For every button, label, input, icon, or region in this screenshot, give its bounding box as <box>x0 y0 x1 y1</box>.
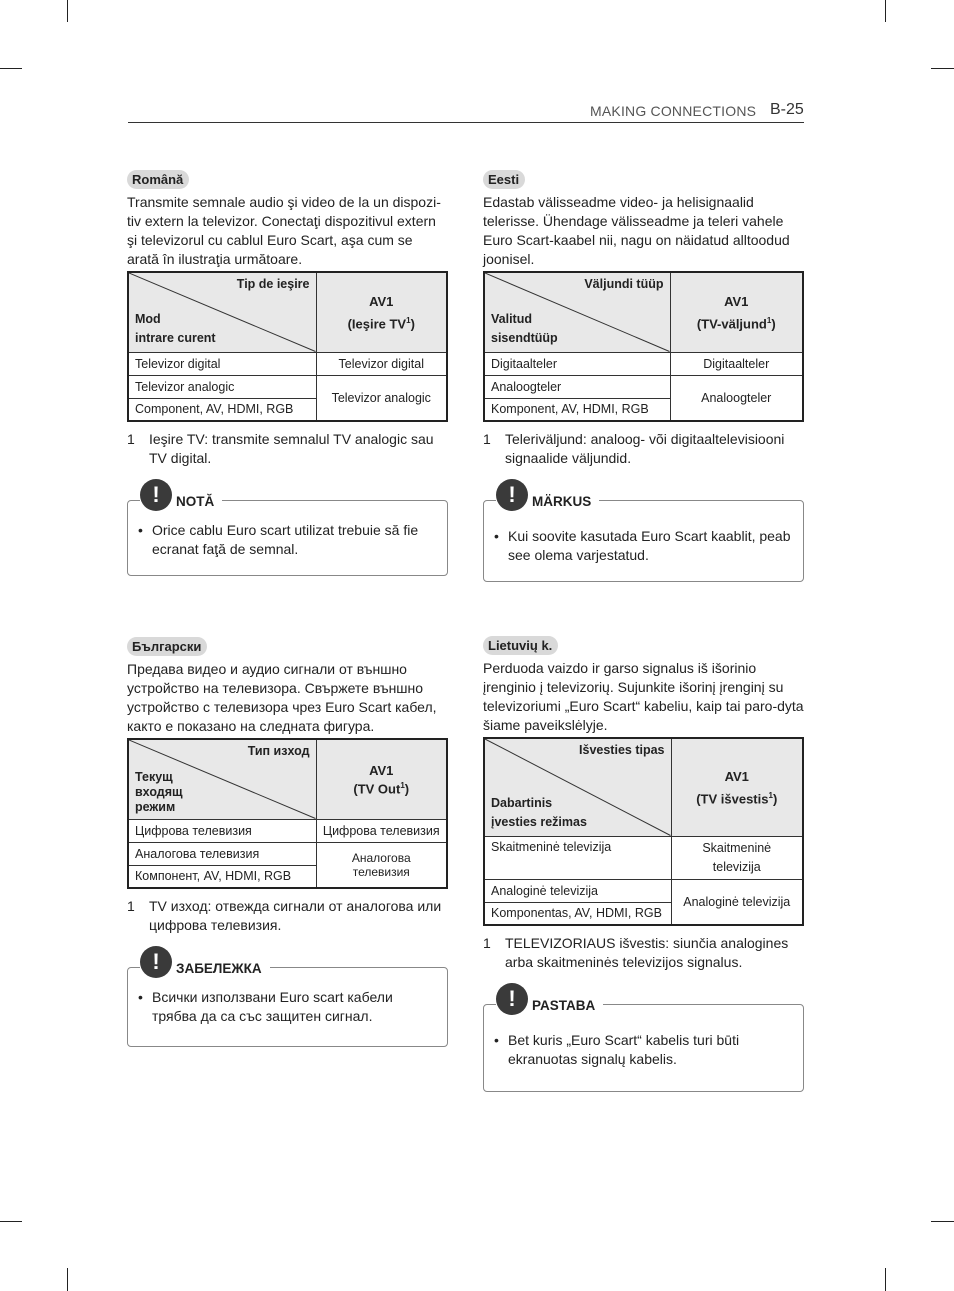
footnote-text: TV изход: отвежда сигнали от аналогова или цифрова телевизия. <box>149 898 442 933</box>
language-tag: Български <box>127 637 207 656</box>
note-title: NOTĂ <box>176 494 215 509</box>
exclamation-icon: ! <box>496 983 528 1015</box>
table-row-output: Televizor digital <box>316 352 447 375</box>
note-title: PASTABA <box>532 998 596 1013</box>
av1-close: ) <box>404 780 410 796</box>
bullet-icon: • <box>138 522 143 538</box>
table-row-output: Цифрова телевизия <box>316 819 447 842</box>
table-row-input: Компонент, AV, HDMI, RGB <box>128 865 316 888</box>
note-text: Orice cablu Euro scart utilizat trebuie să fie ecranat faţă de semnal. <box>152 522 419 557</box>
footnote-text: Teleriväljund: analoog- või digitaaltelevisiooni signaalide väljundid. <box>505 431 785 466</box>
av1-close: ) <box>771 315 776 331</box>
av1-sublabel: (Ieşire TV <box>347 315 407 331</box>
footnote <box>483 430 804 468</box>
running-header: MAKING CONNECTIONS <box>590 103 757 119</box>
table-row-input: Analoogteler <box>484 375 670 398</box>
section-intro: Transmite semnale audio şi video de la un dispozi-tiv extern la televizor. Conectaţi dispozitivul extern şi televizorul cu cablul Euro Scart, aşa cum se arată în ilustraţia următoare. <box>127 194 441 267</box>
note-header <box>496 477 599 511</box>
crop-mark <box>0 1221 22 1222</box>
crop-mark <box>931 68 954 69</box>
section-intro: Предава видео и аудио сигнали от външно устройство на телевизора. Свържете външно устройство с телевизора чрез Euro Scart кабел, както е показано на следната фигура. <box>127 661 437 734</box>
footnote-number: 1 <box>483 935 491 951</box>
output-type-label: Tip de ieşire <box>236 277 310 291</box>
av1-sublabel: (TV išvestis <box>696 790 769 806</box>
connection-table <box>483 271 804 422</box>
diagonal-header-cell <box>128 739 316 819</box>
note-item <box>494 527 793 565</box>
table-row-output: Televizor analogic <box>316 375 447 421</box>
section-intro: Edastab välisseadme video- ja helisignaalid telerisse. Ühendage välisseadme ja teleri vahele Euro Scart-kaabel nii, nagu on näidatud alltoodud joonisel. <box>483 194 790 267</box>
diagonal-header-cell <box>128 272 316 352</box>
table-row-input: Komponent, AV, HDMI, RGB <box>484 398 670 421</box>
language-tag: Română <box>127 170 189 189</box>
language-tag: Lietuvių k. <box>483 636 558 655</box>
footnote-number: 1 <box>127 431 135 447</box>
crop-mark <box>885 1268 886 1291</box>
table-row-output: Analoogteler <box>670 375 803 421</box>
table-row-input: Televizor analogic <box>128 375 316 398</box>
input-mode-label: Текущ входящ режим <box>135 769 183 814</box>
note-item <box>494 1031 793 1069</box>
output-type-label: Väljundi tüüp <box>584 277 664 291</box>
crop-mark <box>0 68 22 69</box>
table-row-output: Analoginė televizija <box>671 879 803 925</box>
note-header <box>140 477 222 511</box>
output-type-label: Тип изход <box>247 744 310 758</box>
av1-close: ) <box>410 315 415 331</box>
connection-table <box>483 737 804 926</box>
section-intro: Perduoda vaizdo ir garso signalus iš išorinio įrenginio į televizorių. Sujunkite išorinį įrenginį su televizoriumi „Euro Scart“ kabeliu, kaip tai paro-dyta šiame paveikslėlyje. <box>483 660 804 733</box>
table-row-input: Analoginė televizija <box>484 879 671 902</box>
footnote-ref: 1 <box>400 780 405 790</box>
footnote-number: 1 <box>127 898 135 914</box>
bullet-icon: • <box>494 528 499 544</box>
note-title: MÄRKUS <box>532 494 592 509</box>
note-item <box>138 521 437 559</box>
av1-label: AV1 <box>369 762 394 778</box>
header-rule <box>128 122 804 123</box>
note-header <box>140 944 270 978</box>
note-item <box>138 988 437 1026</box>
bullet-icon: • <box>494 1032 499 1048</box>
connection-table <box>127 271 448 422</box>
page-number: B-25 <box>770 101 804 118</box>
diagonal-header-cell <box>484 272 670 352</box>
note-title: ЗАБЕЛЕЖКА <box>176 961 262 976</box>
crop-mark <box>67 0 68 22</box>
table-row-input: Skaitmeninė televizija <box>484 836 671 879</box>
exclamation-icon: ! <box>140 479 172 511</box>
footnote-ref: 1 <box>406 315 411 325</box>
table-row-input: Komponentas, AV, HDMI, RGB <box>484 902 671 925</box>
av1-header <box>316 739 447 819</box>
note-header <box>496 981 603 1015</box>
table-row-output: Skaitmeninė televizija <box>671 836 803 879</box>
note-box <box>127 482 448 576</box>
table-row-output: Digitaalteler <box>670 352 803 375</box>
input-mode-label: Valitud sisendtüüp <box>491 311 558 345</box>
note-box <box>483 986 804 1092</box>
note-box <box>483 482 804 582</box>
exclamation-icon: ! <box>140 946 172 978</box>
table-row-input: Component, AV, HDMI, RGB <box>128 398 316 421</box>
input-mode-label: Dabartinis įvesties režimas <box>491 795 587 829</box>
note-text: Всички използвани Euro scart кабели трябва да са със защитен сигнал. <box>152 989 393 1024</box>
av1-label: AV1 <box>369 293 394 309</box>
av1-label: AV1 <box>724 768 749 784</box>
output-type-label: Išvesties tipas <box>579 743 665 757</box>
av1-close: ) <box>772 790 778 806</box>
av1-header <box>316 272 447 352</box>
exclamation-icon: ! <box>496 479 528 511</box>
bullet-icon: • <box>138 989 143 1005</box>
table-row-input: Digitaalteler <box>484 352 670 375</box>
footnote-number: 1 <box>483 431 491 447</box>
av1-label: AV1 <box>724 293 749 309</box>
section-lithuanian <box>483 636 804 1092</box>
footnote-text: TELEVIZORIAUS išvestis: siunčia analogines arba skaitmeninės televizijos signalus. <box>505 935 789 970</box>
av1-header <box>670 272 803 352</box>
section-eesti <box>483 170 804 582</box>
table-row-input: Аналогова телевизия <box>128 842 316 865</box>
crop-mark <box>67 1268 68 1291</box>
footnote-text: Ieşire TV: transmite semnalul TV analogic sau TV digital. <box>149 431 434 466</box>
note-box <box>127 949 448 1047</box>
crop-mark <box>885 0 886 22</box>
connection-table <box>127 738 448 889</box>
av1-sublabel: (TV-väljund <box>696 315 767 331</box>
diagonal-header-cell <box>484 738 671 836</box>
section-romana <box>127 170 448 576</box>
note-text: Kui soovite kasutada Euro Scart kaablit, peab see olema varjestatud. <box>508 528 791 563</box>
av1-sublabel: (TV Out <box>353 780 401 796</box>
section-bulgarian <box>127 637 448 1047</box>
input-mode-label: Mod intrare curent <box>135 311 216 345</box>
footnote <box>127 430 448 468</box>
note-text: Bet kuris „Euro Scart“ kabelis turi būti ekranuotas signalų kabelis. <box>508 1032 740 1067</box>
language-tag: Eesti <box>483 170 525 189</box>
av1-header <box>671 738 803 836</box>
crop-mark <box>931 1221 954 1222</box>
table-row-input: Televizor digital <box>128 352 316 375</box>
footnote-ref: 1 <box>766 315 772 325</box>
table-row-input: Цифрова телевизия <box>128 819 316 842</box>
footnote <box>127 897 448 935</box>
footnote-ref: 1 <box>768 790 773 800</box>
footnote <box>483 934 804 972</box>
table-row-output: Аналогова телевизия <box>316 842 447 888</box>
